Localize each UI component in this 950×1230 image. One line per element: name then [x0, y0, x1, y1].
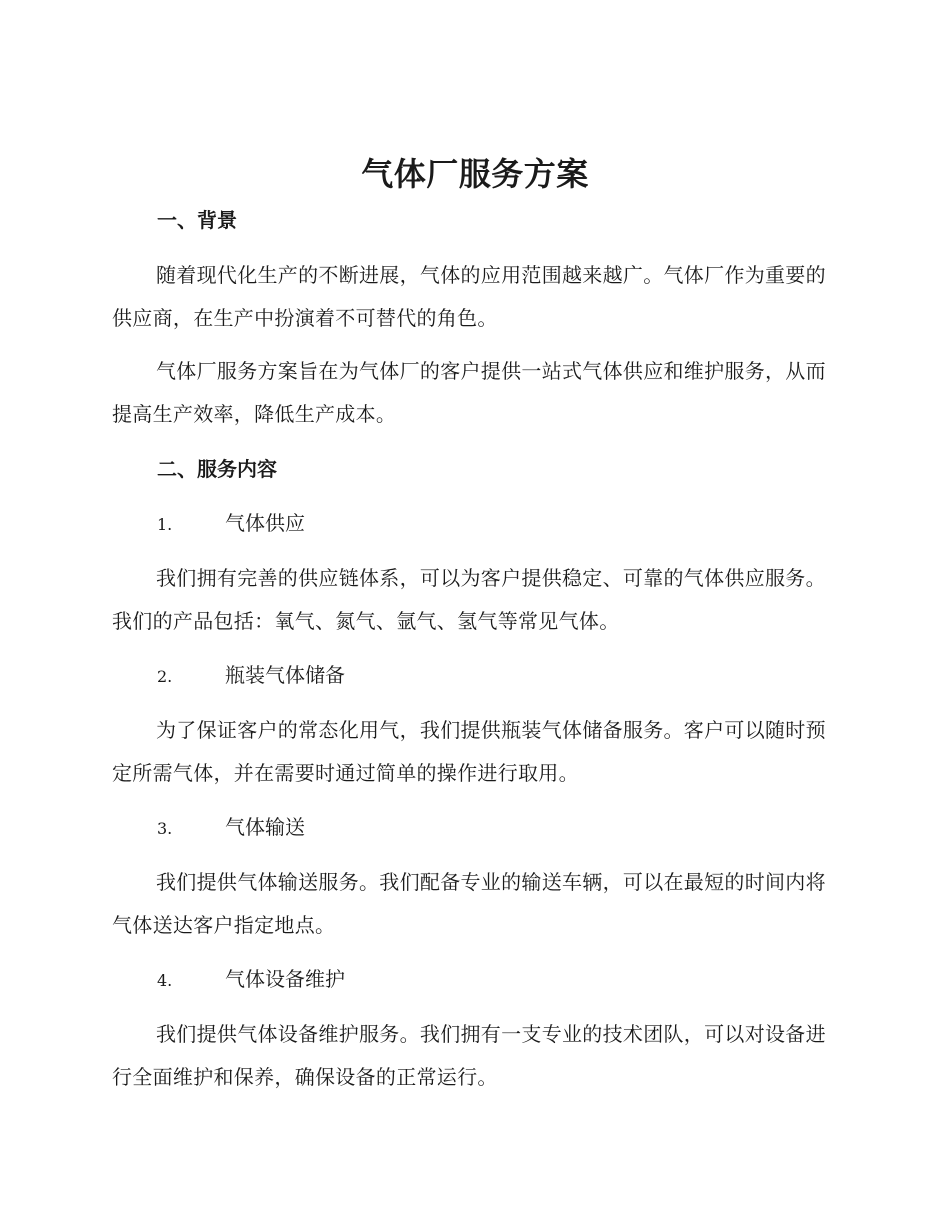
service-item-title: 气体设备维护: [225, 967, 345, 991]
service-item-text: 我们拥有完善的供应链体系，可以为客户提供稳定、可靠的气体供应服务。我们的产品包括：氧气、氮气、氩气、氢气等常见气体。: [112, 566, 826, 633]
service-item-heading: [157, 964, 345, 996]
service-item-number: 1.: [157, 515, 173, 534]
service-item-text: 为了保证客户的常态化用气，我们提供瓶装气体储备服务。客户可以随时预定所需气体，并在需要时通过简单的操作进行取用。: [112, 718, 826, 785]
document-title: 气体厂服务方案: [361, 155, 589, 193]
service-item-title: 瓶装气体储备: [225, 663, 345, 687]
service-item-number: 2.: [157, 667, 173, 686]
service-item-number: 4.: [157, 971, 173, 990]
background-paragraph-2: 气体厂服务方案旨在为气体厂的客户提供一站式气体供应和维护服务，从而提高生产效率，降低生产成本。: [112, 359, 826, 426]
section-heading-services: 二、服务内容: [157, 457, 277, 481]
background-paragraph-1: 随着现代化生产的不断进展，气体的应用范围越来越广。气体厂作为重要的供应商，在生产中扮演着不可替代的角色。: [112, 263, 826, 330]
service-item-heading: [157, 660, 345, 692]
service-item-number: 3.: [157, 819, 173, 838]
service-item-text: 我们提供气体设备维护服务。我们拥有一支专业的技术团队，可以对设备进行全面维护和保养，确保设备的正常运行。: [112, 1022, 826, 1089]
service-item-title: 气体供应: [225, 511, 305, 535]
service-item-text: 我们提供气体输送服务。我们配备专业的输送车辆，可以在最短的时间内将气体送达客户指定地点。: [112, 870, 826, 937]
service-item-heading: [157, 508, 305, 540]
section-heading-background: 一、背景: [157, 208, 237, 232]
service-item-heading: [157, 812, 305, 844]
service-item-title: 气体输送: [225, 815, 305, 839]
